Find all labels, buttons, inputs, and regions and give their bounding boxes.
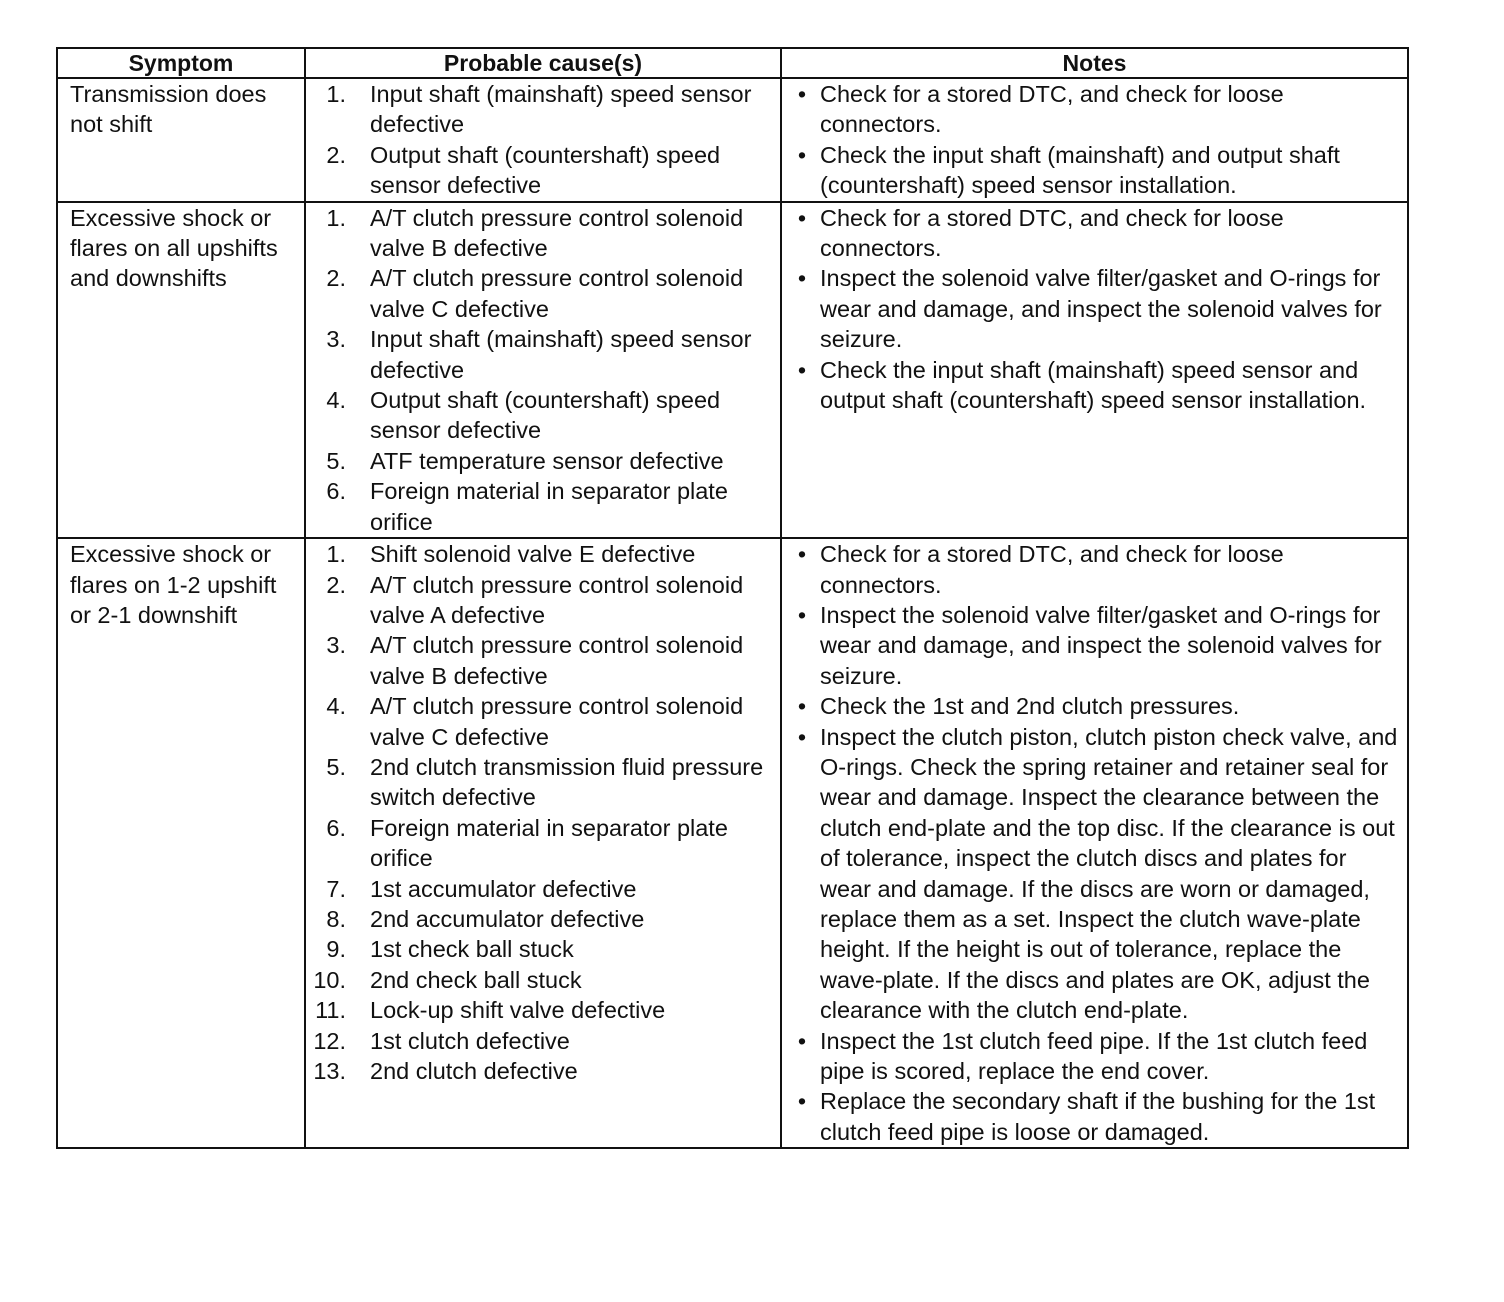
- symptom-cell: Excessive shock or flares on 1-2 upshift or 2-1 downshift: [57, 538, 305, 1148]
- cause-text: Foreign material in separator plate orifice: [370, 814, 728, 872]
- note-text: Inspect the solenoid valve filter/gasket and O-rings for wear and damage, and inspect the solenoid valves for seizure.: [820, 265, 1382, 353]
- cause-text: 2nd clutch transmission fluid pressure switch defective: [370, 753, 764, 811]
- cause-item: [306, 874, 780, 904]
- cause-text: Output shaft (countershaft) speed sensor defective: [370, 387, 721, 444]
- note-list: [784, 539, 1407, 1147]
- note-list: [784, 79, 1407, 201]
- cause-text: Foreign material in separator plate orifice: [370, 478, 728, 535]
- note-text: Check the input shaft (mainshaft) and output shaft (countershaft) speed sensor installation.: [820, 141, 1340, 199]
- cause-item: [306, 140, 780, 201]
- cause-item: [306, 570, 780, 631]
- header-notes: Notes: [781, 48, 1408, 78]
- cause-list: [306, 539, 780, 1086]
- note-item: [784, 600, 1407, 691]
- cause-item: [306, 752, 780, 813]
- cause-item: [306, 1056, 780, 1086]
- cause-number: 1.: [326, 81, 346, 107]
- bullet-icon: •: [797, 541, 807, 568]
- cause-item: [306, 691, 780, 752]
- cause-number: 6.: [326, 478, 346, 505]
- note-item: [784, 263, 1407, 354]
- note-item: [784, 203, 1407, 264]
- note-item: [784, 355, 1407, 416]
- cause-item: [306, 385, 780, 446]
- bullet-icon: •: [797, 723, 807, 750]
- cause-item: [306, 539, 780, 569]
- note-text: Check the input shaft (mainshaft) speed sensor and output shaft (countershaft) speed sensor installation.: [820, 356, 1367, 414]
- table-row: [57, 538, 1408, 1148]
- table-row: [57, 78, 1408, 202]
- cause-item: [306, 324, 780, 385]
- cause-text: A/T clutch pressure control solenoid valve B defective: [370, 204, 744, 262]
- cause-number: 7.: [326, 875, 346, 902]
- cause-number: 3.: [326, 326, 346, 353]
- note-item: [784, 539, 1407, 600]
- cause-item: [306, 446, 780, 476]
- bullet-icon: •: [797, 693, 807, 720]
- notes-cell: [781, 538, 1408, 1148]
- cause-text: A/T clutch pressure control solenoid valve A defective: [370, 571, 744, 628]
- note-text: Inspect the clutch piston, clutch piston check valve, and O-rings. Check the spring retainer and retainer seal for wear and damage. Inspect the clearance between the clutch end-plate and the top disc. If the clearance is out of tolerance, inspect the clutch discs and plates for wear and damage. If the discs are worn or damaged, replace them as a set. Inspect the clutch wave-plate height. If the height is out of tolerance, replace the wave-plate. If the discs and plates are OK, adjust the clearance with the clutch end-plate.: [820, 723, 1398, 1024]
- cause-text: 1st accumulator defective: [370, 875, 637, 902]
- causes-cell: [305, 538, 781, 1148]
- symptom-cell: Excessive shock or flares on all upshifts and downshifts: [57, 202, 305, 538]
- cause-number: 3.: [326, 632, 346, 659]
- cause-text: 1st check ball stuck: [370, 936, 574, 963]
- troubleshooting-table: [56, 47, 1409, 1149]
- header-row: [57, 48, 1408, 78]
- cause-item: [306, 904, 780, 934]
- cause-text: A/T clutch pressure control solenoid valve B defective: [370, 632, 744, 689]
- symptom-cell: Transmission does not shift: [57, 78, 305, 202]
- cause-item: [306, 934, 780, 964]
- bullet-icon: •: [797, 265, 807, 292]
- note-text: Replace the secondary shaft if the bushing for the 1st clutch feed pipe is loose or damaged.: [820, 1088, 1376, 1145]
- cause-number: 6.: [326, 814, 346, 841]
- cause-text: 1st clutch defective: [370, 1027, 570, 1054]
- cause-number: 1.: [326, 204, 346, 231]
- cause-text: ATF temperature sensor defective: [370, 447, 724, 474]
- cause-number: 10.: [313, 966, 346, 993]
- cause-number: 9.: [326, 936, 346, 963]
- note-list: [784, 203, 1407, 416]
- cause-text: Input shaft (mainshaft) speed sensor defective: [370, 81, 752, 138]
- bullet-icon: •: [797, 356, 807, 383]
- bullet-icon: •: [797, 204, 807, 231]
- cause-item: [306, 263, 780, 324]
- note-item: [784, 1086, 1407, 1147]
- cause-item: [306, 813, 780, 874]
- cause-number: 1.: [326, 541, 346, 568]
- cause-number: 5.: [326, 753, 346, 780]
- cause-text: 2nd clutch defective: [370, 1058, 578, 1084]
- note-item: [784, 722, 1407, 1026]
- cause-list: [306, 79, 780, 201]
- cause-text: Shift solenoid valve E defective: [370, 541, 696, 568]
- cause-number: 13.: [313, 1058, 346, 1084]
- cause-item: [306, 476, 780, 537]
- bullet-icon: •: [797, 1027, 807, 1054]
- cause-number: 4.: [326, 693, 346, 720]
- note-text: Inspect the solenoid valve filter/gasket and O-rings for wear and damage, and inspect the solenoid valves for seizure.: [820, 601, 1382, 689]
- note-text: Check for a stored DTC, and check for loose connectors.: [820, 81, 1284, 138]
- cause-number: 4.: [326, 387, 346, 414]
- cause-text: Lock-up shift valve defective: [370, 997, 666, 1024]
- note-item: [784, 140, 1407, 201]
- notes-cell: [781, 202, 1408, 538]
- note-text: Check for a stored DTC, and check for loose connectors.: [820, 541, 1284, 598]
- cause-item: [306, 995, 780, 1025]
- cause-item: [306, 1026, 780, 1056]
- cause-number: 11.: [315, 997, 346, 1024]
- header-symptom: Symptom: [57, 48, 305, 78]
- note-text: Inspect the 1st clutch feed pipe. If the 1st clutch feed pipe is scored, replace the end cover.: [820, 1027, 1368, 1084]
- cause-number: 2.: [326, 141, 346, 168]
- cause-text: 2nd accumulator defective: [370, 905, 645, 932]
- bullet-icon: •: [797, 1088, 807, 1115]
- bullet-icon: •: [797, 81, 807, 107]
- notes-cell: [781, 78, 1408, 202]
- header-probable-causes: Probable cause(s): [305, 48, 781, 78]
- cause-text: A/T clutch pressure control solenoid valve C defective: [370, 265, 744, 322]
- bullet-icon: •: [797, 141, 807, 168]
- cause-number: 8.: [326, 905, 346, 932]
- cause-list: [306, 203, 780, 537]
- causes-cell: [305, 78, 781, 202]
- table-body: [57, 78, 1408, 1148]
- cause-number: 5.: [326, 447, 346, 474]
- note-item: [784, 79, 1407, 140]
- cause-number: 12.: [313, 1027, 346, 1054]
- cause-text: 2nd check ball stuck: [370, 966, 582, 993]
- cause-item: [306, 630, 780, 691]
- note-text: Check the 1st and 2nd clutch pressures.: [820, 693, 1240, 720]
- cause-number: 2.: [326, 265, 346, 292]
- table-row: [57, 202, 1408, 538]
- cause-text: A/T clutch pressure control solenoid valve C defective: [370, 693, 744, 750]
- bullet-icon: •: [797, 601, 807, 628]
- note-item: [784, 691, 1407, 721]
- cause-item: [306, 203, 780, 264]
- cause-text: Input shaft (mainshaft) speed sensor defective: [370, 326, 752, 383]
- causes-cell: [305, 202, 781, 538]
- note-text: Check for a stored DTC, and check for loose connectors.: [820, 204, 1284, 262]
- cause-item: [306, 965, 780, 995]
- cause-item: [306, 79, 780, 140]
- note-item: [784, 1026, 1407, 1087]
- cause-number: 2.: [326, 571, 346, 598]
- cause-text: Output shaft (countershaft) speed sensor defective: [370, 141, 721, 199]
